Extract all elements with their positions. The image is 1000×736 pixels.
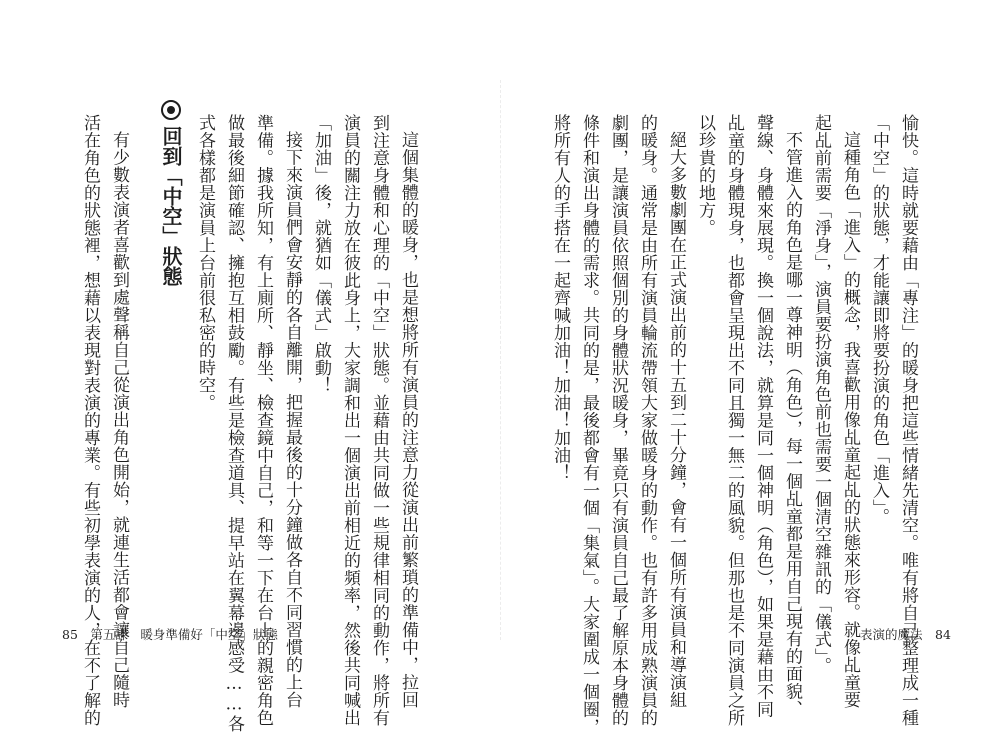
right-body-column-2: 「中空」的狀態，才能讓即將要扮演的角色「進入」。 xyxy=(869,114,889,526)
right-body-column-5: 不管進入的角色是哪一尊神明（角色），每一個乩童都是用自己現有的面貌、 xyxy=(782,131,802,718)
left-body-column-4: 「加油」後，就猶如「儀式」啟動！ xyxy=(311,114,331,394)
left-body-column-2: 到注意身體和心理的「中空」狀態。並藉由共同做一些規律相同的動作，將所有 xyxy=(369,114,389,727)
right-page xyxy=(500,0,1000,736)
right-body-column-10: 的暖身。通常是由所有演員輪流帶領大家做暖身的動作。也有許多用成熟演員的 xyxy=(637,114,657,727)
right-body-column-3: 這種角色「進入」的概念，我喜歡用像乩童起乩的狀態來形容。就像乩童要 xyxy=(840,131,860,709)
left-body-column-7: 做最後細節確認、擁抱互相鼓勵。有些是檢查道具、提早站在翼幕邊感受……各 xyxy=(224,114,244,733)
right-body-column-11: 劇團，是讓演員依照個別的身體狀況暖身，畢竟只有演員自己最了解原本身體的 xyxy=(608,114,628,727)
left-after-heading-column-1: 有少數表演者喜歡到處聲稱自己從演出角色開始，就連生活都會讓自己隨時 xyxy=(109,131,129,709)
left-page xyxy=(0,0,500,733)
right-body-column-4: 起乩前需要「淨身」，演員要扮演角色前也需要一個清空雜訊的「儀式」。 xyxy=(811,114,831,675)
right-body-column-12: 條件和演出身體的需求。共同的是，最後都會有一個「集氣」。大家圍成一個圈， xyxy=(579,114,599,736)
left-footer: 85 第五課 暖身準備好「中空」狀態 xyxy=(62,627,278,642)
right-body-column-8: 以珍貴的地方。 xyxy=(695,114,715,237)
right-body-column-1: 愉快。這時就要藉由「專注」的暖身把這些情緒先清空。唯有將自己整理成一種 xyxy=(898,114,918,727)
right-body-column-13: 將所有人的手搭在一起齊喊加油！加油！加油！ xyxy=(550,114,570,482)
left-body-column-1: 這個集體的暖身，也是想將所有演員的注意力從演出前繁瑣的準備中，拉回 xyxy=(398,131,418,709)
left-body-column-5: 接下來演員們會安靜的各自離開，把握最後的十分鐘做各自不同習慣的上台 xyxy=(282,131,302,709)
section-heading: 回到「中空」狀態 xyxy=(159,126,183,286)
left-body-column-3: 演員的關注力放在彼此身上，大家調和出一個演出前相近的頻率，然後共同喊出 xyxy=(340,114,360,727)
right-body-column-9: 絕大多數劇團在正式演出前的十五到二十分鐘，會有一個所有演員和導演組 xyxy=(666,131,686,709)
right-body-column-7: 乩童的身體現身，也都會呈現出不同且獨一無二的風貌。但那也是不同演員之所 xyxy=(724,114,744,727)
left-body-column-6: 準備。據我所知，有上廁所、靜坐、檢查鏡中自己，和等一下在台上的親密角色 xyxy=(253,114,273,727)
left-body-column-8: 式各樣都是演員上台前很私密的時空。 xyxy=(195,114,215,412)
right-body-column-6: 聲線、身體來展現。換一個說法，就算是同一個神明（角色），如果是藉由不同 xyxy=(753,114,773,718)
heading-bullet-icon xyxy=(161,100,181,120)
left-after-heading-column-2: 活在角色的狀態裡，想藉以表現對表演的專業。有些初學表演的人，在不了解的 xyxy=(80,114,100,727)
right-footer: 表演的魔法 84 xyxy=(860,627,951,642)
